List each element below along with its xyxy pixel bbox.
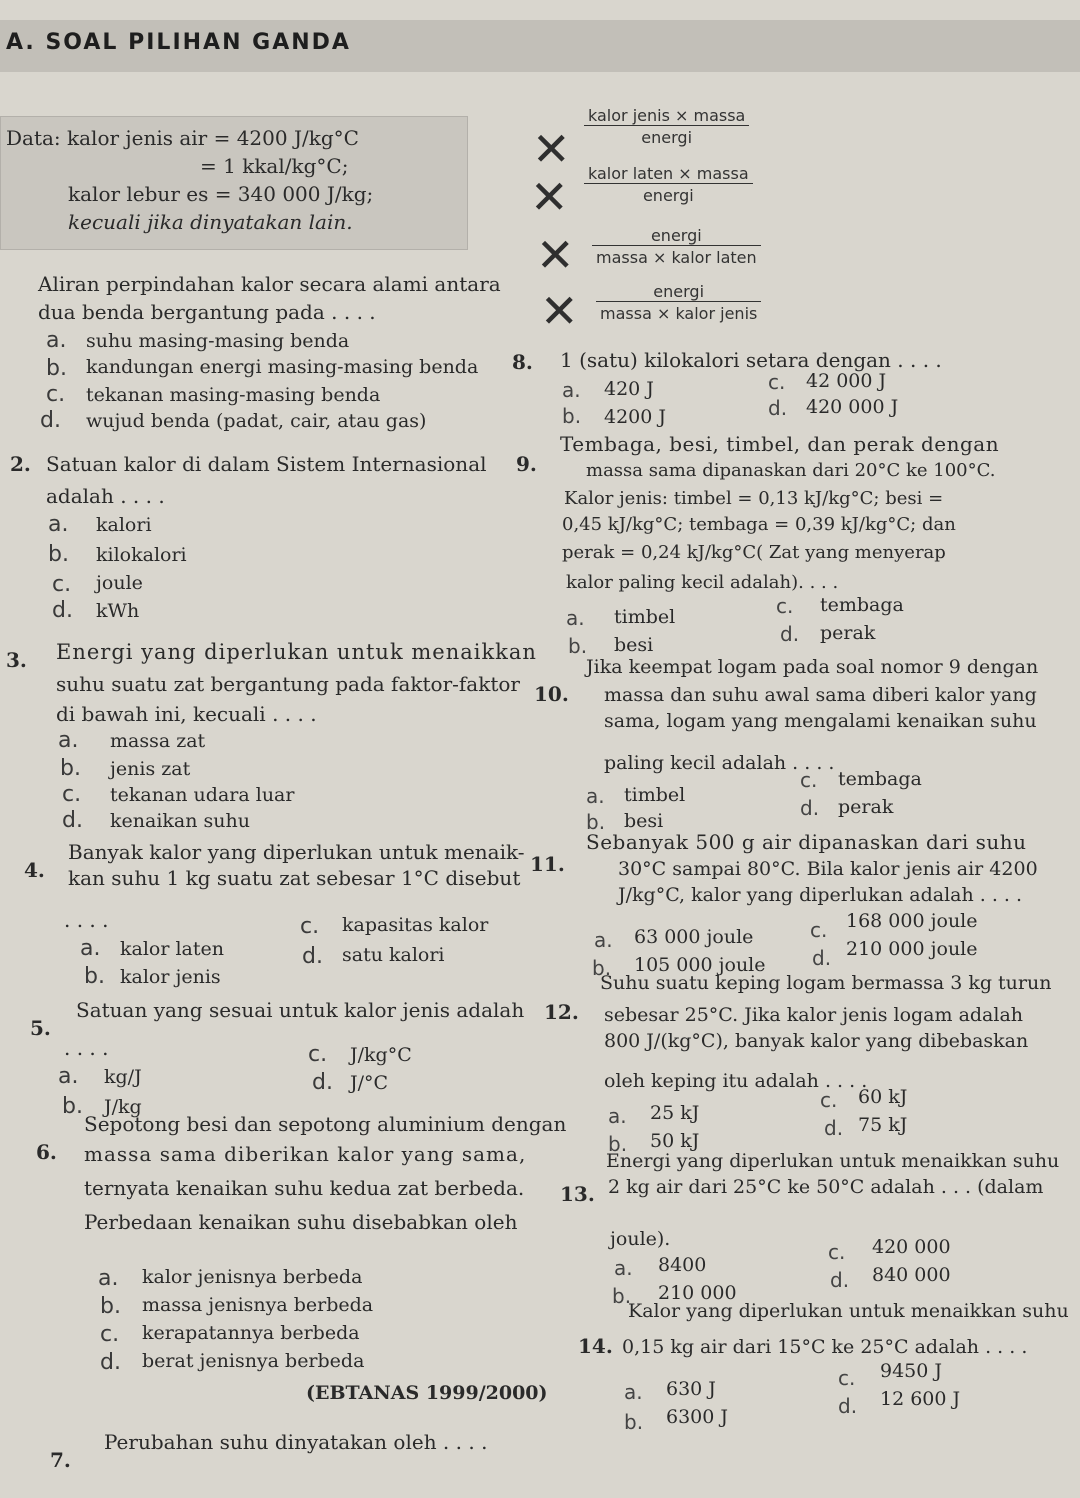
q9-option-a[interactable]: timbel — [614, 606, 676, 628]
q6-source: (EBTANAS 1999/2000) — [306, 1382, 548, 1404]
q2-text-1: Satuan kalor di dalam Sistem Internasional — [46, 452, 487, 476]
q11-text-2: 30°C sampai 80°C. Bila kalor jenis air 4200 — [618, 858, 1038, 880]
q10-option-c-mark: c. — [800, 768, 818, 792]
q12-option-d[interactable]: 75 kJ — [858, 1114, 908, 1136]
q1-option-d-mark: d. — [40, 408, 61, 433]
q7-option-c-numerator: energi — [592, 226, 761, 246]
q7-option-c-cross: ✕ — [536, 228, 575, 282]
q3-number: 3. — [6, 648, 27, 672]
q9-text-4: 0,45 kJ/kg°C; tembaga = 0,39 kJ/kg°C; dan — [562, 514, 956, 535]
q3-option-c-mark: c. — [62, 782, 82, 807]
q2-text-2: adalah . . . . — [46, 484, 165, 508]
q5-option-a[interactable]: kg/J — [104, 1066, 142, 1088]
data-line-1: Data: kalor jenis air = 4200 J/kg°C — [6, 126, 359, 150]
q7-option-a-denominator: energi — [641, 128, 693, 147]
q10-option-d[interactable]: perak — [838, 796, 894, 818]
q14-option-c[interactable]: 9450 J — [880, 1360, 943, 1382]
q3-option-a-mark: a. — [58, 728, 79, 753]
q13-option-b[interactable]: 210 000 — [658, 1282, 737, 1304]
q11-option-d-mark: d. — [812, 946, 832, 970]
q9-option-c[interactable]: tembaga — [820, 594, 904, 616]
q10-text-4: paling kecil adalah . . . . — [604, 752, 835, 774]
q11-option-b[interactable]: 105 000 joule — [634, 954, 766, 976]
q14-number: 14. — [578, 1334, 613, 1358]
q14-option-b[interactable]: 6300 J — [666, 1406, 729, 1428]
q14-text-1: Kalor yang diperlukan untuk menaikkan suhu — [628, 1300, 1069, 1322]
q3-text-3: di bawah ini, kecuali . . . . — [56, 702, 317, 726]
q5-option-a-mark: a. — [58, 1064, 79, 1089]
q13-option-c[interactable]: 420 000 — [872, 1236, 951, 1258]
q9-option-d[interactable]: perak — [820, 622, 876, 644]
data-line-3: kalor lebur es = 340 000 J/kg; — [68, 182, 374, 206]
q1-option-c-mark: c. — [46, 382, 66, 407]
q7-option-b-numerator: kalor laten × massa — [584, 164, 753, 184]
q2-option-d-mark: d. — [52, 598, 73, 623]
q3-option-c[interactable]: tekanan udara luar — [110, 784, 295, 806]
q5-option-b-mark: b. — [62, 1094, 83, 1119]
q2-option-c[interactable]: joule — [96, 572, 143, 594]
q2-option-a[interactable]: kalori — [96, 514, 152, 536]
q5-option-c[interactable]: J/kg°C — [350, 1044, 412, 1066]
q6-option-b[interactable]: massa jenisnya berbeda — [142, 1294, 374, 1316]
q9-option-d-mark: d. — [780, 622, 800, 646]
q13-option-a[interactable]: 8400 — [658, 1254, 707, 1276]
q12-option-b[interactable]: 50 kJ — [650, 1130, 700, 1152]
q10-text-1: Jika keempat logam pada soal nomor 9 dengan — [586, 656, 1039, 678]
q1-option-b[interactable]: kandungan energi masing-masing benda — [86, 356, 479, 378]
q8-option-d[interactable]: 420 000 J — [806, 396, 899, 418]
q1-option-b-mark: b. — [46, 356, 67, 381]
q7-option-d-denominator: massa × kalor jenis — [600, 304, 758, 323]
q11-option-a[interactable]: 63 000 joule — [634, 926, 754, 948]
q7-option-b[interactable] — [584, 164, 753, 205]
q9-number: 9. — [516, 452, 537, 476]
q11-option-c-mark: c. — [810, 918, 828, 942]
q5-option-c-mark: c. — [308, 1042, 328, 1067]
q6-option-b-mark: b. — [100, 1294, 121, 1319]
q11-option-c[interactable]: 168 000 joule — [846, 910, 978, 932]
q10-option-a-mark: a. — [586, 784, 605, 808]
q4-option-a-mark: a. — [80, 936, 101, 961]
q9-text-1: Tembaga, besi, timbel, dan perak dengan — [560, 432, 1000, 456]
q8-number: 8. — [512, 350, 533, 374]
q2-option-d[interactable]: kWh — [96, 600, 140, 622]
q1-option-a-mark: a. — [46, 328, 67, 353]
q10-option-c[interactable]: tembaga — [838, 768, 922, 790]
q12-option-b-mark: b. — [608, 1132, 628, 1156]
q12-option-c-mark: c. — [820, 1088, 838, 1112]
q5-text-1: Satuan yang sesuai untuk kalor jenis adalah — [76, 998, 525, 1022]
q4-option-b[interactable]: kalor jenis — [120, 966, 221, 988]
q9-text-5: perak = 0,24 kJ/kg°C( Zat yang menyerap — [562, 542, 946, 563]
q4-option-c-mark: c. — [300, 914, 320, 939]
q10-number: 10. — [534, 682, 569, 706]
q3-option-d[interactable]: kenaikan suhu — [110, 810, 250, 832]
q11-text-3: J/kg°C, kalor yang diperlukan adalah . . . . — [618, 884, 1023, 906]
q8-option-b-mark: b. — [562, 404, 582, 428]
q14-option-d-mark: d. — [838, 1394, 858, 1418]
q6-option-a-mark: a. — [98, 1266, 119, 1291]
q3-option-a[interactable]: massa zat — [110, 730, 206, 752]
q2-option-a-mark: a. — [48, 512, 69, 537]
q12-text-3: 800 J/(kg°C), banyak kalor yang dibebaskan — [604, 1030, 1029, 1052]
q8-option-c[interactable]: 42 000 J — [806, 370, 887, 392]
q8-option-c-mark: c. — [768, 370, 786, 394]
q7-option-b-cross: ✕ — [530, 170, 569, 224]
q13-text-3: joule). — [610, 1228, 671, 1250]
q4-option-c[interactable]: kapasitas kalor — [342, 914, 489, 936]
q8-text-1: 1 (satu) kilokalori setara dengan . . . . — [560, 348, 942, 372]
q1-text-1: Aliran perpindahan kalor secara alami antara — [38, 272, 501, 296]
q13-option-a-mark: a. — [614, 1256, 633, 1280]
q9-option-c-mark: c. — [776, 594, 794, 618]
q2-option-c-mark: c. — [52, 572, 72, 597]
q11-option-d[interactable]: 210 000 joule — [846, 938, 978, 960]
q4-text-1: Banyak kalor yang diperlukan untuk menaik- — [68, 840, 525, 864]
q14-option-a[interactable]: 630 J — [666, 1378, 716, 1400]
q12-text-2: sebesar 25°C. Jika kalor jenis logam adalah — [604, 1004, 1024, 1026]
q12-number: 12. — [544, 1000, 579, 1024]
q11-option-b-mark: b. — [592, 956, 612, 980]
q14-option-d[interactable]: 12 600 J — [880, 1388, 961, 1410]
q7-number: 7. — [50, 1448, 71, 1472]
q6-option-d-mark: d. — [100, 1350, 121, 1375]
q4-option-d[interactable]: satu kalori — [342, 944, 445, 966]
q10-text-3: sama, logam yang mengalami kenaikan suhu — [604, 710, 1037, 732]
q7-option-a-numerator: kalor jenis × massa — [584, 106, 749, 126]
q10-option-d-mark: d. — [800, 796, 820, 820]
q6-option-a[interactable]: kalor jenisnya berbeda — [142, 1266, 363, 1288]
q13-option-d[interactable]: 840 000 — [872, 1264, 951, 1286]
q7-option-d-numerator: energi — [596, 282, 761, 302]
q6-option-c-mark: c. — [100, 1322, 120, 1347]
q6-text-3: ternyata kenaikan suhu kedua zat berbeda. — [84, 1176, 525, 1200]
q5-number: 5. — [30, 1016, 51, 1040]
q3-option-b-mark: b. — [60, 756, 81, 781]
data-line-2: = 1 kkal/kg°C; — [200, 154, 349, 178]
q12-text-1: Suhu suatu keping logam bermassa 3 kg turun — [600, 972, 1052, 994]
q4-text-2: kan suhu 1 kg suatu zat sebesar 1°C disebut — [68, 866, 521, 890]
q14-option-b-mark: b. — [624, 1410, 644, 1434]
q7-option-c[interactable] — [592, 226, 761, 267]
q10-option-b-mark: b. — [586, 810, 606, 834]
q1-text-2: dua benda bergantung pada . . . . — [38, 300, 376, 324]
q11-text-1: Sebanyak 500 g air dipanaskan dari suhu — [586, 830, 1027, 854]
q7-option-b-denominator: energi — [642, 186, 694, 205]
q9-option-b-mark: b. — [568, 634, 588, 658]
q6-option-c[interactable]: kerapatannya berbeda — [142, 1322, 360, 1344]
q11-number: 11. — [530, 852, 565, 876]
q6-text-1: Sepotong besi dan sepotong aluminium dengan — [84, 1112, 567, 1136]
q13-option-c-mark: c. — [828, 1240, 846, 1264]
q7-text-1: Perubahan suhu dinyatakan oleh . . . . — [104, 1430, 488, 1454]
q9-option-b[interactable]: besi — [614, 634, 654, 656]
q1-option-c[interactable]: tekanan masing-masing benda — [86, 384, 381, 406]
q13-text-2: 2 kg air dari 25°C ke 50°C adalah . . . (dalam — [608, 1176, 1044, 1198]
q6-text-4: Perbedaan kenaikan suhu disebabkan oleh — [84, 1210, 518, 1234]
q14-option-c-mark: c. — [838, 1366, 856, 1390]
data-line-4: kecuali jika dinyatakan lain. — [68, 210, 353, 234]
q6-text-2: massa sama diberikan kalor yang sama, — [84, 1142, 527, 1166]
q6-option-d[interactable]: berat jenisnya berbeda — [142, 1350, 365, 1372]
q1-option-d[interactable]: wujud benda (padat, cair, atau gas) — [86, 410, 427, 432]
q10-text-2: massa dan suhu awal sama diberi kalor yang — [604, 684, 1037, 706]
q6-number: 6. — [36, 1140, 57, 1164]
q14-text-2: 0,15 kg air dari 15°C ke 25°C adalah . . . . — [622, 1336, 1028, 1358]
q3-text-1: Energi yang diperlukan untuk menaikkan — [56, 640, 537, 664]
q12-option-a[interactable]: 25 kJ — [650, 1102, 700, 1124]
q4-option-b-mark: b. — [84, 964, 105, 989]
q12-option-d-mark: d. — [824, 1116, 844, 1140]
q12-option-a-mark: a. — [608, 1104, 627, 1128]
q1-option-a[interactable]: suhu masing-masing benda — [86, 330, 350, 352]
q4-number: 4. — [24, 858, 45, 882]
q10-option-a[interactable]: timbel — [624, 784, 686, 806]
q7-option-c-denominator: massa × kalor laten — [596, 248, 757, 267]
q12-text-4: oleh keping itu adalah . . . . — [604, 1070, 868, 1092]
q7-option-a-cross: ✕ — [532, 122, 571, 176]
q10-option-b[interactable]: besi — [624, 810, 664, 832]
section-title: A. SOAL PILIHAN GANDA — [6, 30, 351, 55]
q5-option-d[interactable]: J/°C — [350, 1072, 389, 1094]
q4-option-a[interactable]: kalor laten — [120, 938, 224, 960]
q9-text-3: Kalor jenis: timbel = 0,13 kJ/kg°C; besi = — [564, 488, 944, 509]
q9-text-2: massa sama dipanaskan dari 20°C ke 100°C. — [586, 460, 996, 481]
q3-text-2: suhu suatu zat bergantung pada faktor-faktor — [56, 672, 520, 696]
q13-option-b-mark: b. — [612, 1284, 632, 1308]
q5-option-d-mark: d. — [312, 1070, 333, 1095]
q12-option-c[interactable]: 60 kJ — [858, 1086, 908, 1108]
q8-option-d-mark: d. — [768, 396, 788, 420]
q13-number: 13. — [560, 1182, 595, 1206]
q7-option-d-cross: ✕ — [540, 284, 579, 338]
q11-option-a-mark: a. — [594, 928, 613, 952]
q5-option-b[interactable]: J/kg — [104, 1096, 142, 1118]
q2-option-b[interactable]: kilokalori — [96, 544, 187, 566]
q4-text-3: . . . . — [64, 908, 109, 932]
q8-option-b[interactable]: 4200 J — [604, 406, 667, 428]
q13-text-1: Energi yang diperlukan untuk menaikkan suhu — [606, 1150, 1060, 1172]
q13-option-d-mark: d. — [830, 1268, 850, 1292]
q9-text-6: kalor paling kecil adalah). . . . — [566, 572, 839, 593]
q9-option-a-mark: a. — [566, 606, 585, 630]
q7-option-d[interactable] — [596, 282, 761, 323]
q8-option-a-mark: a. — [562, 378, 581, 402]
q2-option-b-mark: b. — [48, 542, 69, 567]
q3-option-b[interactable]: jenis zat — [110, 758, 191, 780]
q14-option-a-mark: a. — [624, 1380, 643, 1404]
q7-option-a[interactable] — [584, 106, 749, 147]
q5-text-2: . . . . — [64, 1036, 109, 1060]
q4-option-d-mark: d. — [302, 944, 323, 969]
q2-number: 2. — [10, 452, 31, 476]
q3-option-d-mark: d. — [62, 808, 83, 833]
q8-option-a[interactable]: 420 J — [604, 378, 654, 400]
